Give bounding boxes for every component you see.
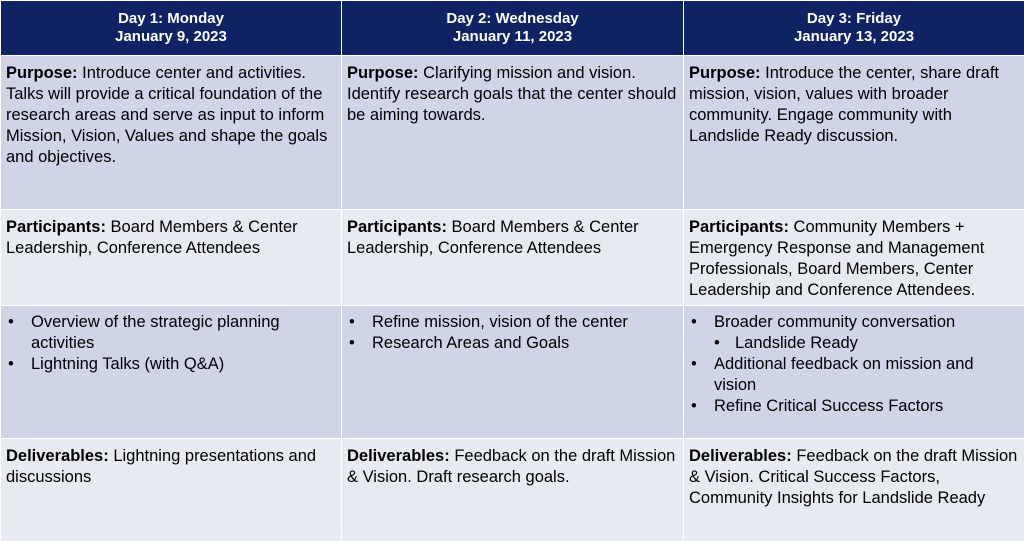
activities-row: [1, 306, 1024, 439]
day-3-header: [684, 1, 1024, 56]
participants-text: Board Members & Center Leadership, Conference Attendees: [347, 218, 639, 257]
activities-list: [689, 312, 1018, 417]
day-3-participants-cell: [684, 210, 1024, 306]
deliverables-text: Lightning presentations and discussions: [6, 447, 316, 486]
purpose-text: Introduce center and activities. Talks will provide a critical foundation of the research areas and serve as input to inform Mission, Vision, Values and shape the goals and objectives.: [6, 64, 327, 166]
day-1-purpose-cell: [1, 56, 342, 210]
deliverables-label: Deliverables:: [347, 447, 450, 465]
participants-text: Community Members + Emergency Response and Management Professionals, Board Members, Center Leadership and Conference Attendees.: [689, 218, 984, 299]
participants-label: Participants:: [347, 218, 447, 236]
day-3-purpose-cell: [684, 56, 1024, 210]
day-2-header: [342, 1, 684, 56]
day-2-purpose-cell: [342, 56, 684, 210]
deliverables-text: Feedback on the draft Mission & Vision. Draft research goals.: [347, 447, 675, 486]
deliverables-label: Deliverables:: [689, 447, 792, 465]
purpose-row: [1, 56, 1024, 210]
day-1-activities-cell: [1, 306, 342, 439]
day-2-date: January 11, 2023: [346, 28, 679, 46]
activities-list: [347, 312, 677, 354]
day-1-header: [1, 1, 342, 56]
activity-item: • Refine mission, vision of the center: [347, 312, 677, 333]
deliverables-text: Feedback on the draft Mission & Vision. Critical Success Factors, Community Insights for Landslide Ready: [689, 447, 1017, 507]
participants-text: Board Members & Center Leadership, Conference Attendees: [6, 218, 298, 257]
day-2-title: Day 2: Wednesday: [346, 10, 679, 28]
day-2-activities-cell: [342, 306, 684, 439]
purpose-label: Purpose:: [347, 64, 419, 82]
day-3-deliverables-cell: [684, 439, 1024, 542]
activity-item: • Lightning Talks (with Q&A): [6, 354, 335, 375]
participants-row: [1, 210, 1024, 306]
activity-item: • Additional feedback on mission and vision: [689, 354, 1018, 396]
day-2-deliverables-cell: [342, 439, 684, 542]
purpose-label: Purpose:: [6, 64, 78, 82]
purpose-text: Introduce the center, share draft mission, vision, values with broader community. Engage community with Landslide Ready discussion.: [689, 64, 999, 145]
day-1-participants-cell: [1, 210, 342, 306]
day-2-participants-cell: [342, 210, 684, 306]
deliverables-label: Deliverables:: [6, 447, 109, 465]
activity-item: • Overview of the strategic planning activities: [6, 312, 335, 354]
participants-label: Participants:: [6, 218, 106, 236]
activity-subitem: • Landslide Ready: [689, 333, 1018, 354]
day-3-date: January 13, 2023: [688, 28, 1020, 46]
activities-list: [6, 312, 335, 375]
participants-label: Participants:: [689, 218, 789, 236]
day-3-activities-cell: [684, 306, 1024, 439]
day-3-title: Day 3: Friday: [688, 10, 1020, 28]
day-1-date: January 9, 2023: [5, 28, 337, 46]
deliverables-row: [1, 439, 1024, 542]
day-1-deliverables-cell: [1, 439, 342, 542]
day-1-title: Day 1: Monday: [5, 10, 337, 28]
header-row: [1, 1, 1024, 56]
activity-item: • Broader community conversation: [689, 312, 1018, 333]
activity-item: • Refine Critical Success Factors: [689, 396, 1018, 417]
purpose-label: Purpose:: [689, 64, 761, 82]
activity-item: • Research Areas and Goals: [347, 333, 677, 354]
purpose-text: Clarifying mission and vision. Identify research goals that the center should be aiming towards.: [347, 64, 676, 124]
